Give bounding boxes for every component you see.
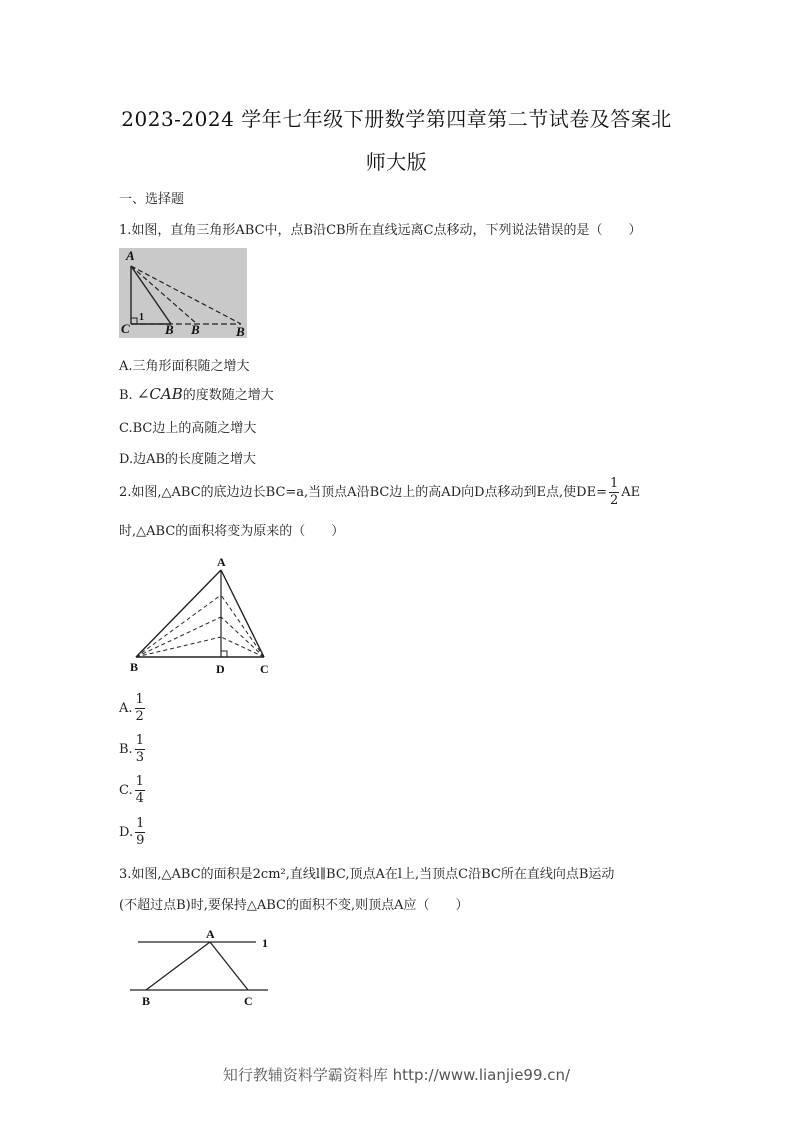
q2-stem-part2: AE [621,485,641,500]
q1-label-a: A [126,248,135,263]
q2-option-d-den: 9 [136,833,145,848]
q2-stem-line1 [119,476,640,509]
q2-option-a-fraction [135,692,145,725]
q1-option-a-prefix: A. [119,359,133,374]
q1-option-b-text: 的度数随之增大 [182,388,274,403]
q1-stem: 1.如图，直角三角形ABC中，点B沿CB所在直线远离C点移动，下列说法错误的是（ ） [119,223,642,238]
q2-option-c-fraction [135,774,145,807]
q2-option-d-num: 1 [136,816,145,831]
q3-side-ab [146,942,210,990]
q2-label-b: B [130,660,139,674]
q2-dash-1 [136,595,221,657]
q3-label-l: 1 [262,936,268,950]
q3-figure [126,925,276,1011]
q2-stem-part1: 2.如图,△ABC的底边边长BC=a,当顶点A沿BC边上的高AD向D点移动到E点,使DE= [119,485,607,500]
q2-option-d [119,816,147,849]
q2-label-d: D [216,662,225,676]
q1-label-b1: B [165,322,174,337]
q1-option-b [119,384,274,403]
q1-option-b-math: ∠CAB [136,385,183,403]
q2-option-d-prefix: D. [119,825,134,840]
q3-label-c: C [244,994,253,1008]
q3-stem-line1: 3.如图,△ABC的面积是2cm²,直线l∥BC,顶点A在l上,当顶点C沿BC所在直线向点B运动 [119,867,615,882]
q2-side-ac [221,570,264,657]
q2-label-c: C [260,662,269,676]
q2-option-d-fraction [135,816,145,849]
section-heading: 一、选择题 [119,192,185,207]
q2-option-c [119,774,147,807]
q1-option-c [119,417,256,436]
q1-label-c: C [121,321,130,336]
q1-label-b2: B [191,322,200,337]
footer-watermark: 知行教辅资料学霸资料库 http://www.lianjie99.cn/ [222,1066,571,1084]
q2-option-c-num: 1 [135,774,144,789]
q2-dash-3 [136,617,221,657]
q1-option-a-text: 三角形面积随之增大 [132,359,250,374]
q2-option-a-prefix: A. [119,701,133,716]
q2-figure [126,555,276,677]
q2-option-b-prefix: B. [119,742,133,757]
q2-stem-frac-num: 1 [609,476,619,491]
q2-right-angle-mark [221,651,227,657]
q1-label-angle: 1 [139,312,144,323]
q1-option-c-prefix: C. [119,421,133,436]
q1-option-d [119,448,256,467]
q2-stem-frac-den: 2 [609,493,619,508]
q3-label-b: B [142,994,151,1008]
q2-dash-5 [136,637,221,657]
q3-side-ac [210,942,248,990]
q2-dash-2 [221,595,264,657]
q1-option-d-prefix: D. [119,452,134,467]
q2-option-a-num: 1 [135,692,144,707]
q1-option-a [119,355,250,374]
q2-label-a: A [217,555,226,569]
q1-option-c-text: BC边上的高随之增大 [132,421,257,436]
q2-option-b [119,733,147,766]
q2-stem-fraction [609,476,619,509]
q2-side-ab [136,570,221,657]
q2-option-a [119,692,147,725]
q3-label-a: A [206,927,215,941]
q1-option-d-text: 边AB的长度随之增大 [133,452,257,467]
q3-stem-line2: (不超过点B)时,要保持△ABC的面积不变,则顶点A应（ ） [119,898,469,913]
q1-figure [119,248,247,338]
q1-label-b3: B [236,324,245,338]
q2-option-c-prefix: C. [119,783,133,798]
q1-option-b-prefix: B. [119,388,137,403]
q2-option-b-fraction [135,733,145,766]
q2-option-a-den: 2 [135,709,144,724]
q2-stem-line2: 时,△ABC的面积将变为原来的（ ） [119,524,345,539]
q2-option-c-den: 4 [135,791,144,806]
document-title-line2: 师大版 [365,150,428,174]
q2-option-b-den: 3 [135,750,144,765]
q2-option-b-num: 1 [135,733,144,748]
document-title-line1: 2023-2024 学年七年级下册数学第四章第二节试卷及答案北 [121,107,672,131]
